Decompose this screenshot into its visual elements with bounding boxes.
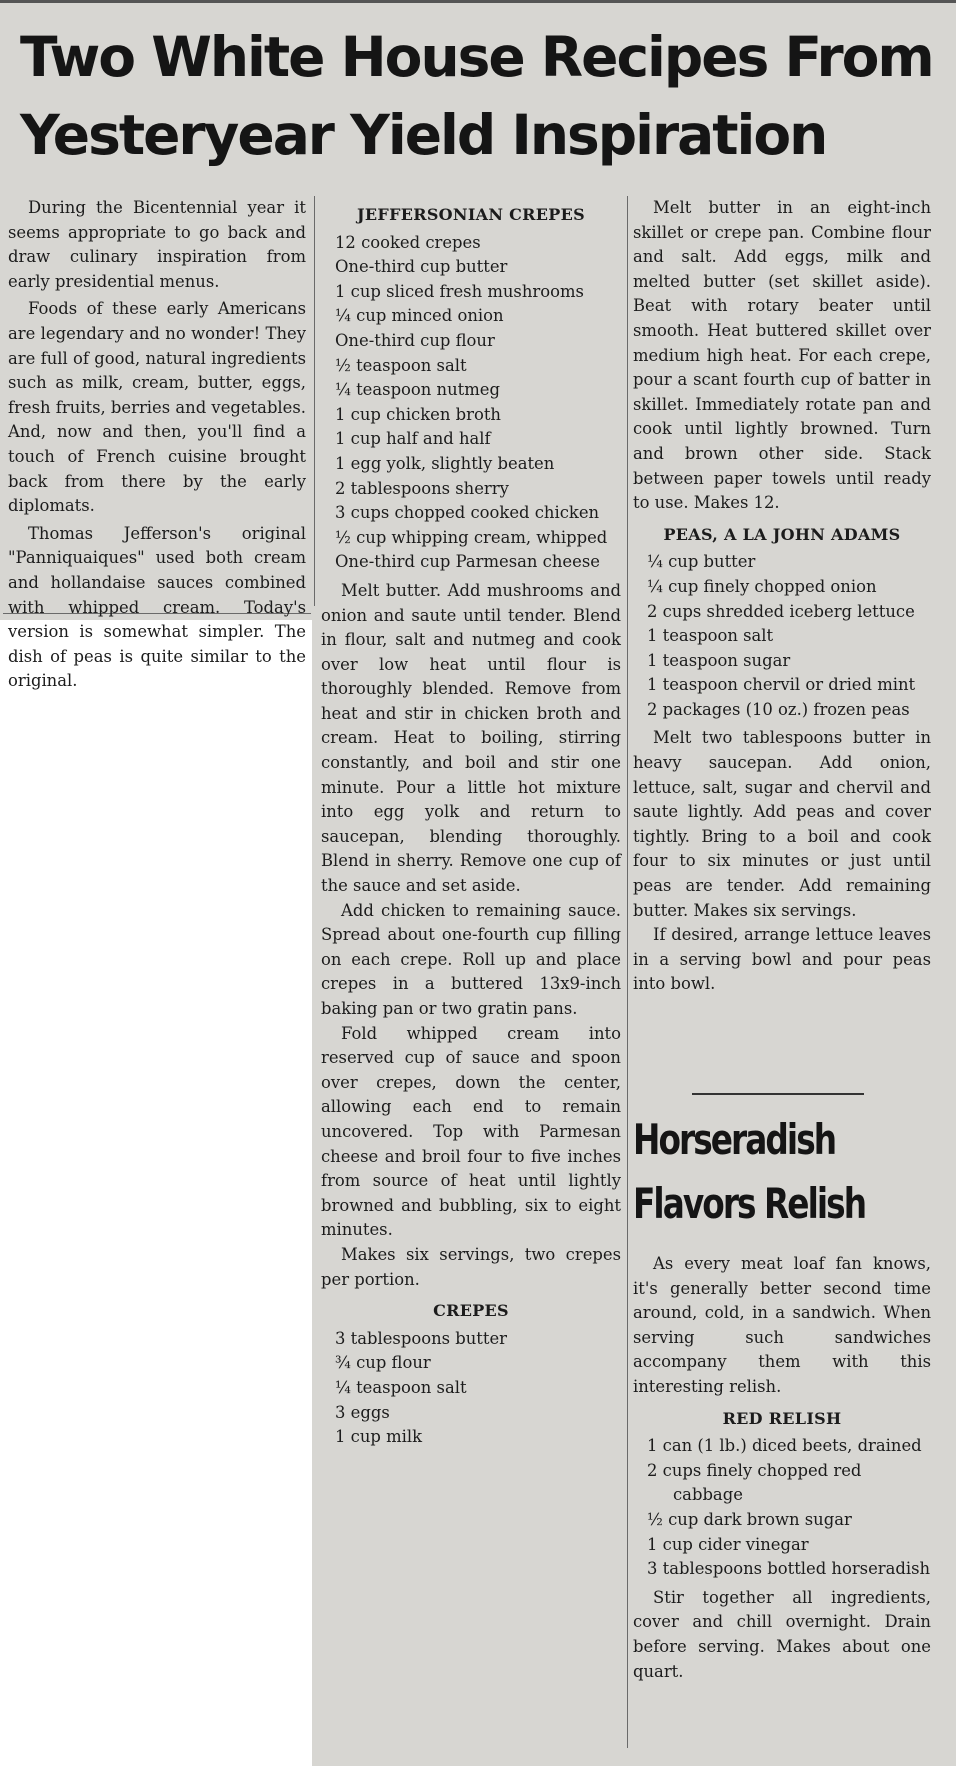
ingredient-item: 3 tablespoons bottled horseradish [647,1559,931,1579]
ingredient-item: ½ cup whipping cream, whipped [335,527,608,547]
ingredient-item: ¼ cup butter [647,552,756,572]
ingredient-item: 2 cups finely chopped red cabbage [647,1460,862,1505]
relish-headline: Horseradish Flavors Relish [633,1115,866,1228]
ingredient-item: ¼ cup minced onion [335,306,504,326]
ingredient-item: 2 cups shredded iceberg lettuce [647,601,915,621]
ingredient-item: 1 teaspoon chervil or dried mint [647,675,916,695]
recipe-title-peas: PEAS, A LA JOHN ADAMS [663,524,901,544]
recipe-title-jeffersonian-crepes: JEFFERSONIAN CREPES [357,205,585,224]
directions-paragraph: Melt butter. Add mushrooms and onion and saute until tender. Blend in flour, salt and nutmeg and cook over low heat until flour is thoroughly blended. Remove from heat and stir in chicken broth and cream. Heat to boiling, stirring constantly, and boil and stir one minute. Pour a little hot mixture into egg yolk and return to saucepan, blending thoroughly. Blend in sherry. Remove one cup of the sauce and set aside. [321,580,621,896]
column-3-relish-article [633,1108,931,1684]
column-2 [321,196,621,1454]
directions-paragraph: If desired, arrange lettuce leaves in a serving bowl and pour peas into bowl. [633,925,931,994]
ingredient-item: 1 cup half and half [335,429,491,449]
directions-paragraph: Add chicken to remaining sauce. Spread about one-fourth cup filling on each crepe. Roll up and place crepes in a buttered 13x9-inch baking pan or two gratin pans. [321,900,621,1018]
ingredient-list [321,231,621,575]
directions-paragraph: Stir together all ingredients, cover and chill overnight. Drain before serving. Makes about one quart. [633,1587,931,1681]
ingredient-list [633,1434,931,1582]
column-3 [633,196,931,997]
ingredient-item: 2 packages (10 oz.) frozen peas [647,699,910,719]
ingredient-item: 1 cup sliced fresh mushrooms [335,281,584,301]
ingredient-item: 3 tablespoons butter [335,1328,508,1348]
ingredient-item: 1 egg yolk, slightly beaten [335,453,555,473]
ingredient-item: 1 can (1 lb.) diced beets, drained [647,1436,922,1456]
directions-paragraph: Melt butter in an eight-inch skillet or crepe pan. Combine flour and salt. Add eggs, milk and melted butter (set skillet aside). Beat with rotary beater until smooth. Heat buttered skillet over medium high heat. For each crepe, pour a scant fourth cup of batter in skillet. Immediately rotate pan and cook until lightly browned. Turn and brown other side. Stack between paper towels until ready to use. Makes 12. [633,198,931,513]
ingredient-item: ¼ teaspoon nutmeg [335,380,500,400]
ingredient-item: ¼ cup finely chopped onion [647,576,877,596]
ingredient-item: 1 cup cider vinegar [647,1534,809,1554]
ingredient-item: 2 tablespoons sherry [335,478,509,498]
directions-paragraph: Fold whipped cream into reserved cup of sauce and spoon over crepes, down the center, allowing each end to remain uncovered. Top with Parmesan cheese and broil four to five inches from source of heat until lightly browned and bubbling, six to eight minutes. [321,1023,621,1240]
ingredient-item: ½ cup dark brown sugar [647,1509,852,1529]
column-1 [8,196,306,694]
relish-intro-paragraph: As every meat loaf fan knows, it's generally better second time around, cold, in a sandwich. When serving such sandwiches accompany them with this interesting relish. [633,1254,931,1396]
article-separator-rule [692,1093,864,1095]
ingredient-item: One-third cup Parmesan cheese [335,552,600,572]
top-rule [0,0,956,3]
directions-paragraph: Melt two tablespoons butter in heavy saucepan. Add onion, lettuce, salt, sugar and chervil and saute lightly. Add peas and cover tightly. Bring to a boil and cook four to six minutes or just until peas are tender. Add remaining butter. Makes six servings. [633,728,931,920]
intro-paragraph: Thomas Jefferson's original "Panniquaiques" used both cream and hollandaise sauces combined with whipped cream. Today's version is somewhat simpler. The dish of peas is quite similar to the original. [8,523,306,691]
column-rule-1 [314,196,315,606]
ingredient-item: 12 cooked crepes [335,232,481,252]
ingredient-item: 3 cups chopped cooked chicken [335,503,600,523]
column-rule-2 [627,196,628,1748]
ingredient-item: 1 teaspoon salt [647,626,774,646]
ingredient-item: 1 cup milk [335,1427,423,1447]
ingredient-item: One-third cup flour [335,330,495,350]
ingredient-item: ½ teaspoon salt [335,355,467,375]
ingredient-item: 3 eggs [335,1402,390,1422]
recipe-title-crepes: CREPES [433,1301,509,1321]
ingredient-list [633,550,931,722]
ingredient-item: 1 cup chicken broth [335,404,501,424]
ingredient-item: ¼ teaspoon salt [335,1377,467,1397]
ingredient-item: 1 teaspoon sugar [647,650,791,670]
recipe-title-red-relish: RED RELISH [722,1408,842,1428]
article-headline: Two White House Recipes From Yesteryear Yield Inspiration [20,25,933,167]
intro-paragraph: During the Bicentennial year it seems appropriate to go back and draw culinary inspiration from early presidential menus. [8,198,306,291]
intro-paragraph: Foods of these early Americans are legendary and no wonder! They are full of good, natural ingredients such as milk, cream, butter, eggs, fresh fruits, berries and vegetables. And, now and then, you'll find a touch of French cuisine brought back from there by the early diplomats. [8,299,306,516]
directions-paragraph: Makes six servings, two crepes per portion. [321,1244,621,1289]
ingredient-item: One-third cup butter [335,257,508,277]
ingredient-item: ¾ cup flour [335,1353,431,1373]
ingredient-list [321,1327,621,1450]
